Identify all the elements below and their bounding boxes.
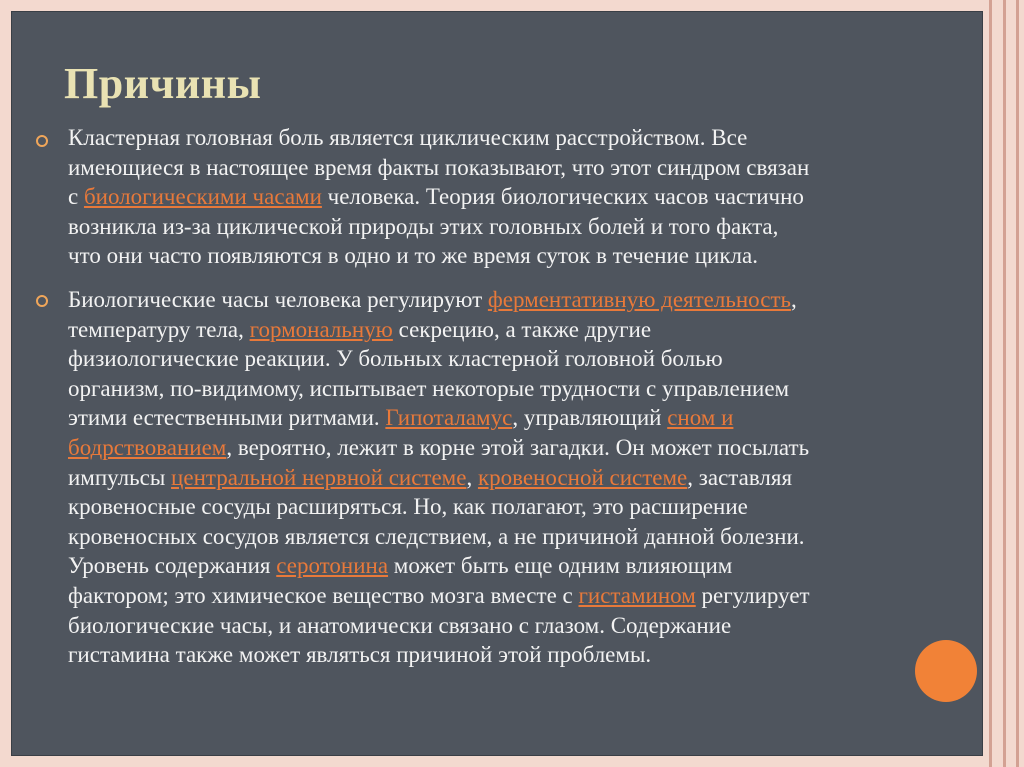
slide-title: Причины — [64, 59, 262, 108]
text-fragment: импульсы — [68, 464, 172, 490]
link-enzymatic-activity[interactable]: ферментативную деятельность — [487, 287, 791, 312]
link-sleep-and-wakefulness[interactable]: сном и — [667, 405, 734, 431]
paragraph-1 — [68, 123, 990, 271]
text-fragment: , — [466, 464, 478, 490]
p2-line-3: физиологические реакции. У больных кластерной головной болью — [68, 346, 723, 372]
p1-line-3 — [68, 182, 990, 212]
text-fragment: может быть еще одним влияющим — [388, 553, 733, 579]
p2-line-8: кровеносные сосуды расширяться. Но, как полагают, это расширение — [68, 494, 748, 520]
link-hormonal[interactable]: гормональную — [249, 316, 393, 342]
p2-line-2 — [68, 315, 990, 345]
p2-line-9: кровеносных сосудов является следствием, а не причиной данной болезни. — [68, 523, 805, 549]
link-central-nervous-system[interactable]: центральной нервной системе — [171, 464, 467, 490]
link-circulatory-system[interactable]: кровеносной системе — [477, 464, 688, 490]
decorative-stripe — [1016, 0, 1019, 767]
p2-line-10 — [68, 551, 990, 581]
link-sleep-and-wakefulness-cont[interactable]: бодрствованием — [68, 434, 227, 460]
p2-line-1 — [68, 285, 990, 315]
p2-line-13: гистамина также может являться причиной этой проблемы. — [68, 642, 652, 668]
decorative-stripe — [1003, 0, 1006, 767]
p2-line-6 — [68, 433, 990, 463]
text-fragment: , вероятно, лежит в корне этой загадки. Он может посылать — [226, 434, 810, 460]
text-fragment: , управляющий — [512, 405, 668, 431]
text-fragment: температуру тела, — [68, 316, 250, 342]
link-histamine[interactable]: гистамином — [578, 582, 696, 608]
p2-line-7 — [68, 463, 990, 493]
p1-line-2: имеющиеся в настоящее время факты показывают, что этот синдром связан — [68, 154, 810, 180]
text-fragment: человека. Теория биологических часов частично — [321, 184, 804, 210]
paragraph-2 — [68, 285, 990, 670]
bullet-circle-icon — [36, 295, 48, 307]
text-fragment: секрецию, а также другие — [392, 316, 652, 342]
text-fragment: этими естественными ритмами. — [68, 405, 386, 431]
p2-line-5 — [68, 403, 990, 433]
text-fragment: , заставляя — [687, 464, 793, 490]
link-hypothalamus[interactable]: Гипоталамус — [385, 405, 513, 431]
bullet-circle-icon — [36, 135, 48, 147]
decorative-orange-circle — [915, 640, 977, 702]
text-fragment: Биологические часы человека регулируют — [68, 287, 488, 312]
p2-line-4: организм, по-видимому, испытывает некоторые трудности с управлением — [68, 375, 790, 401]
text-fragment: Уровень содержания — [68, 553, 277, 579]
text-fragment: регулирует — [695, 582, 810, 608]
link-biological-clock[interactable]: биологическими часами — [83, 184, 322, 210]
text-fragment: , — [790, 287, 797, 312]
p1-line-4: возникла из-за циклической природы этих головных болей и того факта, — [68, 213, 779, 239]
link-serotonin[interactable]: серотонина — [276, 553, 389, 579]
text-fragment: фактором; это химическое вещество мозга вместе с — [68, 582, 579, 608]
p1-line-1: Кластерная головная боль является циклическим расстройством. Все — [68, 125, 748, 150]
p2-line-12: биологические часы, и анатомически связано с глазом. Содержание — [68, 612, 732, 638]
p2-line-11 — [68, 581, 990, 611]
text-fragment: с — [68, 184, 84, 210]
p1-line-5: что они часто появляются в одно и то же время суток в течение цикла. — [68, 243, 758, 269]
